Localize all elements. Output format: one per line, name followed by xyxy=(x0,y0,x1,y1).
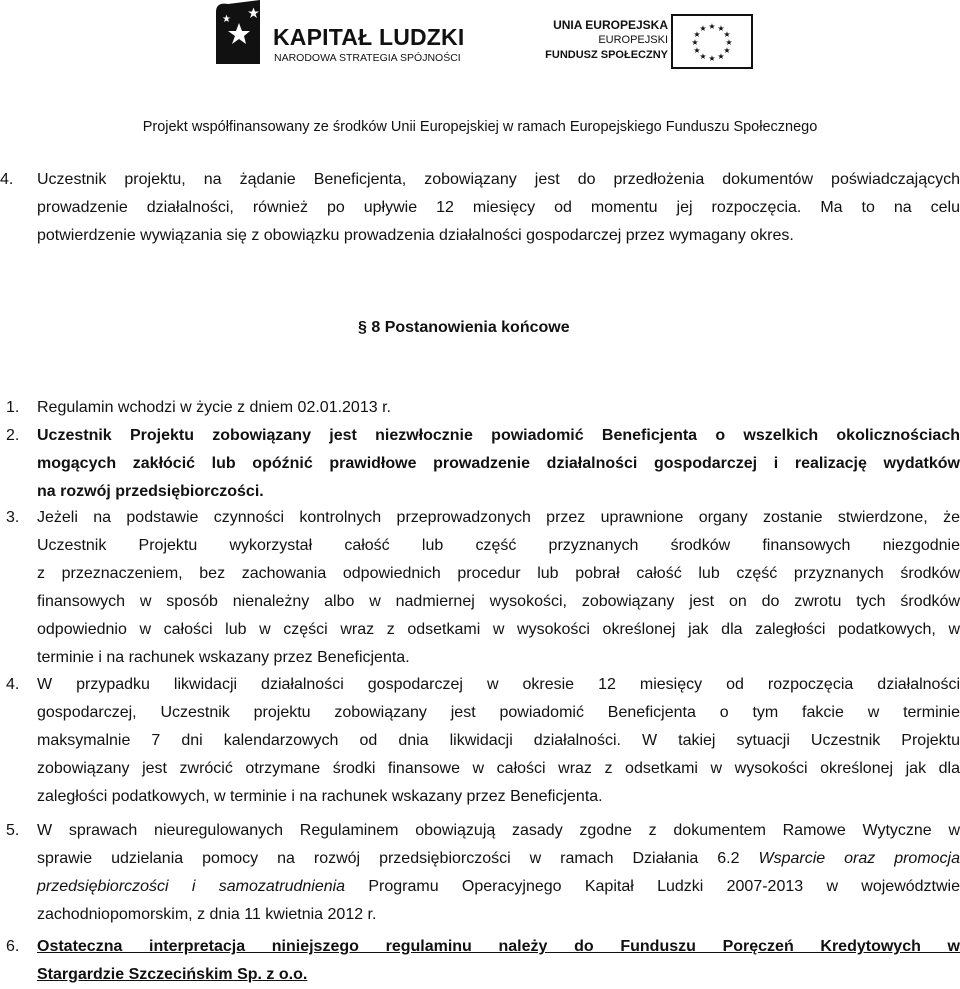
item-line: W przypadku likwidacji działalności gospodarczej w okresie 12 miesięcy od rozpoczęcia działalności xyxy=(37,676,960,693)
item-line: gospodarczej, Uczestnik projektu zobowiązany jest powiadomić Beneficjenta o tym fakcie w terminie xyxy=(37,704,960,721)
eu-logo-text xyxy=(545,18,668,63)
prev-item-line: potwierdzenie wywiązania się z obowiązku prowadzenia działalności gospodarczej przez wymagany okres. xyxy=(37,227,794,244)
item-line: W sprawach nieuregulowanych Regulaminem obowiązują zasady zgodne z dokumentem Ramowe Wytyczne w xyxy=(37,822,960,839)
item-line-italic: przedsiębiorczości i samozatrudnienia xyxy=(37,878,346,895)
item-line xyxy=(37,845,960,873)
item-text xyxy=(37,504,960,672)
svg-text:★: ★ xyxy=(708,54,716,63)
svg-text:★: ★ xyxy=(717,52,725,61)
item-text xyxy=(37,394,960,422)
prev-item-text xyxy=(37,166,960,250)
item-line: mogących zakłócić lub opóźnić prawidłowe prowadzenie działalności gospodarczej i realizację wydatków xyxy=(37,455,960,472)
svg-text:★: ★ xyxy=(699,52,707,61)
item-line: Regulamin wchodzi w życie z dniem 02.01.2013 r. xyxy=(37,399,391,416)
item-line: zaległości podatkowych, w terminie i na rachunek wskazany przez Beneficjenta. xyxy=(37,788,603,805)
item-line: zobowiązany jest zwrócić otrzymane środki finansowe w całości wraz z odsetkami w wysokości określonej jak dla xyxy=(37,760,960,777)
item-line: odpowiednio w całości lub w części wraz z odsetkami w wysokości określonej jak dla zaległości podatkowych, w xyxy=(37,621,960,638)
svg-text:★: ★ xyxy=(691,38,699,47)
kapital-ludzki-logo xyxy=(210,0,470,68)
item-number: 5. xyxy=(6,822,20,839)
kapital-ludzki-emblem-icon xyxy=(210,0,266,64)
item-line: z przeznaczeniem, bez zachowania odpowiednich procedur lub pobrał całość lub część przyznanych środków xyxy=(37,565,960,582)
svg-text:★: ★ xyxy=(717,24,725,33)
eu-line-3: FUNDUSZ SPOŁECZNY xyxy=(545,49,668,61)
svg-text:★: ★ xyxy=(699,24,707,33)
section-heading: § 8 Postanowienia końcowe xyxy=(358,319,570,336)
item-line: terminie i na rachunek wskazany przez Beneficjenta. xyxy=(37,649,410,666)
prev-item-line: prowadzenie działalności, również po upływie 12 miesięcy od momentu jej rozpoczęcia. Ma to na celu xyxy=(37,199,960,216)
item-number: 3. xyxy=(6,509,20,526)
item-line: na rozwój przedsiębiorczości. xyxy=(37,483,264,500)
eu-logo xyxy=(545,10,776,70)
item-text xyxy=(37,817,960,929)
item-text-bold xyxy=(37,422,960,506)
item-line: zachodniopomorskim, z dnia 11 kwietnia 2012 r. xyxy=(37,906,377,923)
item-text-underlined xyxy=(37,933,960,989)
item-number: 1. xyxy=(6,399,20,416)
prev-item-number: 4. xyxy=(0,171,14,188)
eu-line-1: UNIA EUROPEJSKA xyxy=(553,18,668,32)
item-text xyxy=(37,671,960,811)
svg-text:★: ★ xyxy=(723,46,731,55)
item-number: 6. xyxy=(6,938,20,955)
eu-line-2: EUROPEJSKI xyxy=(598,34,668,46)
item-line-segment: sprawie udzielania pomocy na rozwój przedsiębiorczości w ramach Działania 6.2 xyxy=(37,850,759,867)
item-line: maksymalnie 7 dni kalendarzowych od dnia likwidacji działalności. W takiej sytuacji Uczestnik Projektu xyxy=(37,732,960,749)
svg-text:★: ★ xyxy=(708,22,716,31)
item-line: Uczestnik Projektu zobowiązany jest niezwłocznie powiadomić Beneficjenta o wszelkich okolicznościach xyxy=(37,427,960,444)
kapital-ludzki-title: KAPITAŁ LUDZKI xyxy=(273,24,465,50)
item-number: 2. xyxy=(6,427,20,444)
item-number: 4. xyxy=(6,676,20,693)
item-line-italic: Wsparcie oraz promocja xyxy=(758,850,960,867)
item-line: Ostateczna interpretacja niniejszego regulaminu należy do Funduszu Poręczeń Kredytowych w xyxy=(37,938,960,955)
svg-text:★: ★ xyxy=(693,46,701,55)
cofinancing-note: Projekt współfinansowany ze środków Unii Europejskiej w ramach Europejskiego Funduszu Społecznego xyxy=(142,119,818,135)
item-line: Uczestnik Projektu wykorzystał całość lub część przyznanych środków finansowych niezgodnie xyxy=(37,537,960,554)
item-line xyxy=(37,873,960,901)
svg-text:★: ★ xyxy=(693,30,701,39)
svg-text:★: ★ xyxy=(725,38,733,47)
svg-text:★: ★ xyxy=(723,30,731,39)
eu-flag-icon xyxy=(671,14,753,69)
item-line: finansowych w sposób nienależny albo w nadmiernej wysokości, zobowiązany jest on do zwrotu tych środków xyxy=(37,593,960,610)
item-line: Jeżeli na podstawie czynności kontrolnych przeprowadzonych przez uprawnione organy zostanie stwierdzone, że xyxy=(37,509,960,526)
kapital-ludzki-subtitle: NARODOWA STRATEGIA SPÓJNOŚCI xyxy=(274,52,461,64)
prev-item-line: Uczestnik projektu, na żądanie Beneficjenta, zobowiązany jest do przedłożenia dokumentów poświadczających xyxy=(37,171,960,188)
item-line: Stargardzie Szczecińskim Sp. z o.o. xyxy=(37,966,308,983)
item-line-segment: Programu Operacyjnego Kapitał Ludzki 2007-2013 w województwie xyxy=(345,878,960,895)
